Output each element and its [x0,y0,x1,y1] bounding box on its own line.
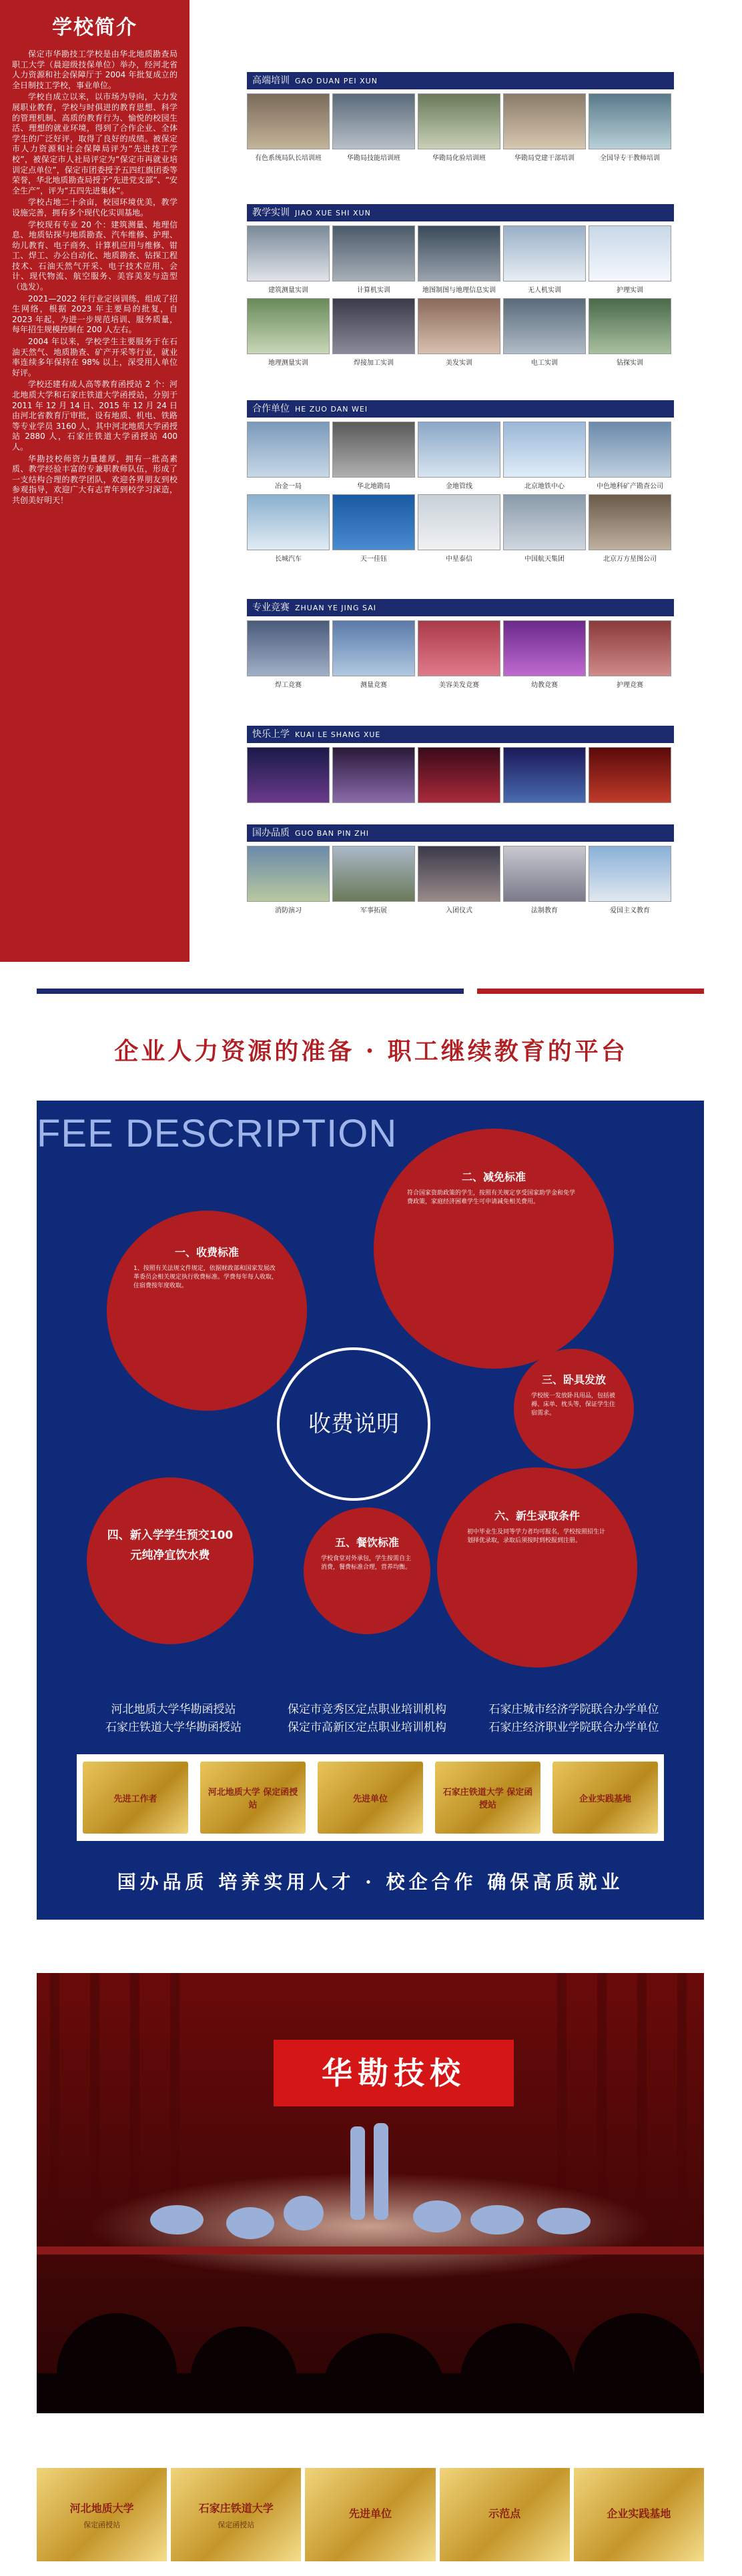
photo [589,846,671,902]
photo [332,422,415,478]
photo-card [332,422,415,490]
photo [589,298,671,354]
photo-card [247,422,330,490]
photo-card [589,298,671,367]
photo-card [503,620,586,689]
photo-caption: 无人机实训 [528,287,561,294]
photo-caption: 护理实训 [617,287,643,294]
photo [418,620,500,676]
institution-name: 石家庄经济职业学院联合办学单位 [488,1721,659,1734]
photo [247,747,330,803]
honor-plaque: 企业实践基地 [552,1762,658,1834]
photo [503,747,586,803]
photo [589,93,671,149]
photo-caption: 幼教竞赛 [531,682,558,689]
plaque-title: 河北地质大学 [69,2501,134,2515]
section-happy-school [247,726,674,803]
photo-card [332,225,415,294]
section-title: 专业竞赛 [252,602,290,613]
circle-body: 符合国家资助政策的学生，按照有关规定享受国家助学金和免学费政策，家庭经济困难学生可申请减免相关费用。 [407,1190,576,1205]
photo [332,93,415,149]
plaque-title: 石家庄铁道大学 [198,2501,274,2515]
photo-card [332,620,415,689]
plaque [440,2468,570,2561]
photo [503,846,586,902]
institution-column [267,1701,467,1737]
fee-circle-reduction [374,1129,614,1369]
photo-card [418,298,500,367]
plaque-title: 示范点 [488,2507,521,2520]
intro-paragraph: 学校现有专业 20 个：建筑测量、地理信息、地质钻探与地质勘查、汽车维修、护理、幼儿教育、电子商务、计算机应用与维修、钳工、焊工、办公自动化、地质勘查、钻探工程技术、石油天然气开采、电子技术应用、会计、现代物流、航空服务、美容美发与造型（选发）。 [12,219,177,292]
photo-card [589,620,671,689]
photo [589,620,671,676]
section-high-end-training [247,72,674,162]
section-header [247,204,674,221]
photo-card [503,846,586,914]
photo-card [332,747,415,803]
photo-card [418,747,500,803]
photo-caption: 地理测量实训 [268,360,308,367]
photo-card [503,298,586,367]
photo [589,747,671,803]
section-partners [247,400,674,563]
photo-card [247,620,330,689]
photo-card [247,93,330,162]
photo [503,298,586,354]
fee-circle-water-fee [87,1477,254,1644]
photo [247,846,330,902]
photo-caption: 北京万方星图公司 [603,556,657,563]
circle-title: 六、新生录取条件 [494,1509,580,1522]
plaque-title: 企业实践基地 [607,2507,671,2520]
photo [503,620,586,676]
photo [589,494,671,550]
circle-body: 学校统一发放卧具用品，包括被褥、床单、枕头等，保证学生住宿需求。 [531,1393,616,1417]
intro-paragraph: 2004 年以来，学校学生主要服务于在石油天然气、地质勘查、矿产开采等行业，就业率连续多年保持在 98% 以上，深受用人单位好评。 [12,337,177,378]
photo-card [589,93,671,162]
plaque [37,2468,167,2561]
photo [503,422,586,478]
photo [247,494,330,550]
section-title: 快乐上学 [252,729,290,740]
photo-caption: 有色系统局队长培训班 [255,155,322,162]
bottom-plaques-row [37,2468,704,2561]
plaque-title: 先进单位 [349,2507,392,2520]
photo [332,846,415,902]
photo-caption: 美发实训 [446,360,472,367]
intro-paragraph: 保定市华勘技工学校是由华北地质勘查局职工大学（晨迎级技保单位）举办，经河北省人力资源和社会保障厅于 2004 年批复成立的全日制技工学校，事业单位。 [12,49,177,90]
circle-body: 学校食堂对外承包，学生按需自主消费，餐费标准合理，营养均衡。 [321,1555,412,1571]
institution-column [83,1701,264,1737]
photo [418,93,500,149]
photo-card [332,494,415,563]
section-header [247,72,674,89]
photo [418,747,500,803]
photo [247,298,330,354]
photo-caption: 中色地科矿产勘查公司 [597,483,663,490]
decorative-bar [37,986,704,997]
section-header [247,726,674,743]
photo-card [418,225,500,294]
plaque-subtitle: 保定函授站 [218,2520,255,2529]
fee-center-circle: 收费说明 [277,1347,430,1501]
stage-illustration [37,1973,704,2413]
photo-card [247,225,330,294]
photo-card [418,494,500,563]
photo [247,620,330,676]
section-subtitle: JIAO XUE SHI XUN [295,209,371,217]
photo-card [418,620,500,689]
photo [247,225,330,281]
institution-name: 河北地质大学华勘函授站 [111,1703,236,1716]
plaque [574,2468,704,2561]
photo [503,93,586,149]
honor-plaque: 先进单位 [318,1762,423,1834]
fee-circle-charge-standard [107,1211,307,1411]
photo-caption: 法制教育 [531,907,558,914]
photo-card [332,93,415,162]
section-teaching-training [247,204,674,367]
section-title: 合作单位 [252,404,290,414]
section-competitions [247,599,674,689]
section-subtitle: KUAI LE SHANG XUE [295,730,381,739]
photo [332,494,415,550]
section-subtitle: ZHUAN YE JING SAI [295,604,376,612]
circle-title: 四、新入学学生预交100元纯净宜饮水费 [107,1529,234,1562]
photo-caption: 钻探实训 [617,360,643,367]
photo [418,225,500,281]
photo-caption: 入团仪式 [446,907,472,914]
stage-banner: 华勘技校 [274,2040,514,2106]
photo-card [503,93,586,162]
section-header [247,599,674,616]
photo-caption: 金地管线 [446,483,472,490]
intro-paragraph: 学校还建有成人高等教育函授站 2 个：河北地质大学和石家庄铁道大学函授站，分别于 2011 年 12 月 14 日、2015 年 12 月 24 日由河北省教育厅审批，设有地质、机电、铁路等专业学员 3160 人，其中河北地质大学函授站 2880 人，石家庄铁道大学函授站 400 人。 [12,380,177,452]
photo-card [503,747,586,803]
intro-paragraph: 学校占地二十余亩，校园环境优美，教学设施完善，拥有多个现代化实训基地。 [12,197,177,217]
photo-caption: 华勘局化验培训班 [432,155,486,162]
plaque-subtitle: 保定函授站 [83,2520,121,2529]
honor-plaques-row [77,1754,664,1841]
photo-card [503,494,586,563]
circle-title: 三、卧具发放 [541,1373,606,1386]
section-subtitle: GAO DUAN PEI XUN [295,77,378,85]
photo-caption: 测量竞赛 [360,682,387,689]
stage-performance-photo [37,1973,704,2413]
photo [589,422,671,478]
fee-slogan: 国办品质 培养实用人才 · 校企合作 确保高质就业 [117,1871,624,1893]
photo-caption: 电工实训 [531,360,558,367]
photo-caption: 焊工竞赛 [275,682,302,689]
photo-caption: 焊接加工实训 [354,360,394,367]
plaque [305,2468,435,2561]
photo-caption: 地图制图与地理信息实训 [422,287,496,294]
institution-name: 保定市竞秀区定点职业培训机构 [288,1703,446,1716]
honor-plaque: 河北地质大学 保定函授站 [200,1762,306,1834]
photo-card [247,494,330,563]
intro-paragraph: 华勘技校师资力量雄厚，拥有一批高素质、教学经验丰富的专兼职教师队伍，形成了一支结构合理的教学团队，欢迎各界朋友到校参观指导，欢迎广大有志青年到校学习深造，共创美好明天！ [12,454,177,505]
photo [247,93,330,149]
photo-caption: 长城汽车 [275,556,302,563]
photo [418,298,500,354]
section-state-quality [247,824,674,914]
intro-paragraph: 学校自成立以来，以市场为导向，大力发展职业教育，学校与时俱进的教育思想、科学的管理机制、高质的教育行为、愉悦的校园生活、理想的就业环境，得到了合作企业、全体学生的广泛好评，取得了良好的成绩。被保定市人力资源和社会保障局评为“先进技工学校”，被保定市人社局评定为“保定市再就业培训定点单位”，保定市团委授予五四红旗团委等荣誉，华北地质勘查局授予“先进党支部”、“安全生产”，评为“五四先进集体”。 [12,92,177,195]
photo-caption: 华北地勘局 [357,483,390,490]
honor-plaque: 先进工作者 [83,1762,188,1834]
photo-caption: 冶金一局 [275,483,302,490]
photo [332,225,415,281]
photo-caption: 计算机实训 [357,287,390,294]
photo [332,298,415,354]
photo [503,225,586,281]
photo [503,494,586,550]
fee-circle-admission [437,1467,637,1668]
photo-caption: 建筑测量实训 [268,287,308,294]
honor-plaque: 石家庄铁道大学 保定函授站 [435,1762,540,1834]
photo-card [503,225,586,294]
plaque [171,2468,301,2561]
intro-paragraph: 2021—2022 年行业定岗训练，组成了招生网络，根据 2023 年主要局的批复，自 2023 年起，为进一步规范培训、服务质量，每年招生规模控制在 200 人左右。 [12,293,177,335]
photo-card [247,298,330,367]
photo [332,620,415,676]
fee-circle-meals [304,1507,430,1634]
photo [418,846,500,902]
section-header [247,400,674,418]
fee-description-panel [37,1101,704,1920]
photo-card [589,747,671,803]
photo-caption: 华勘局党建干部培训 [514,155,575,162]
institution-name: 保定市高新区定点职业培训机构 [288,1721,446,1734]
fee-title: FEE DESCRIPTION [37,1112,398,1155]
photo-card [589,846,671,914]
school-intro-panel [0,0,190,962]
photo-card [503,422,586,490]
circle-body: 初中毕业生及同等学力者均可报名，学校按照招生计划择优录取，录取后须按时到校报到注册。 [467,1529,606,1544]
photo-card [247,846,330,914]
section-subtitle: GUO BAN PIN ZHI [295,829,370,838]
section-header [247,824,674,842]
photo-card [589,225,671,294]
section-title: 国办品质 [252,828,290,838]
photo-card [418,422,500,490]
photo [418,494,500,550]
platform-slogan: 企业人力资源的准备 · 职工继续教育的平台 [114,1037,628,1065]
photo-card [418,93,500,162]
photo-card [332,846,415,914]
photo-caption: 中国航天集团 [524,556,565,563]
photo [247,422,330,478]
section-subtitle: HE ZUO DAN WEI [295,405,368,414]
photo-card [332,298,415,367]
photo-caption: 护理竞赛 [617,682,643,689]
circle-title: 一、收费标准 [174,1246,239,1259]
institution-name: 石家庄铁道大学华勘函授站 [105,1721,242,1734]
photo-caption: 全国导专干教师培训 [600,155,660,162]
photo-caption: 北京地铁中心 [524,483,565,490]
photo-caption: 天一佳钰 [360,556,387,563]
institution-name: 石家庄城市经济学院联合办学单位 [488,1703,659,1716]
photo [418,422,500,478]
section-title: 教学实训 [252,207,290,218]
fee-circle-bedding [514,1349,634,1469]
photo-caption: 军事拓展 [360,907,387,914]
section-title: 高端培训 [252,75,290,86]
intro-title: 学校简介 [52,16,137,39]
circle-body: 1、按照有关法规文件规定，依据财政部和国家发展改革委员会相关规定执行收费标准。学费每年每人收取，住宿费按年度收取。 [133,1265,278,1289]
circle-title: 五、餐饮标准 [334,1536,399,1549]
photo-card [589,494,671,563]
photo-caption: 爱国主义教育 [610,907,650,914]
photo-caption: 消防演习 [275,907,302,914]
institution-column [470,1701,677,1737]
photo [332,747,415,803]
photo-caption: 美容美发竞赛 [439,682,479,689]
photo-card [589,422,671,490]
circle-title: 二、减免标准 [461,1171,526,1183]
photo-caption: 中星泰信 [446,556,472,563]
photo-caption: 华勘局技能培训班 [347,155,400,162]
photo-card [418,846,500,914]
photo [589,225,671,281]
photo-card [247,747,330,803]
